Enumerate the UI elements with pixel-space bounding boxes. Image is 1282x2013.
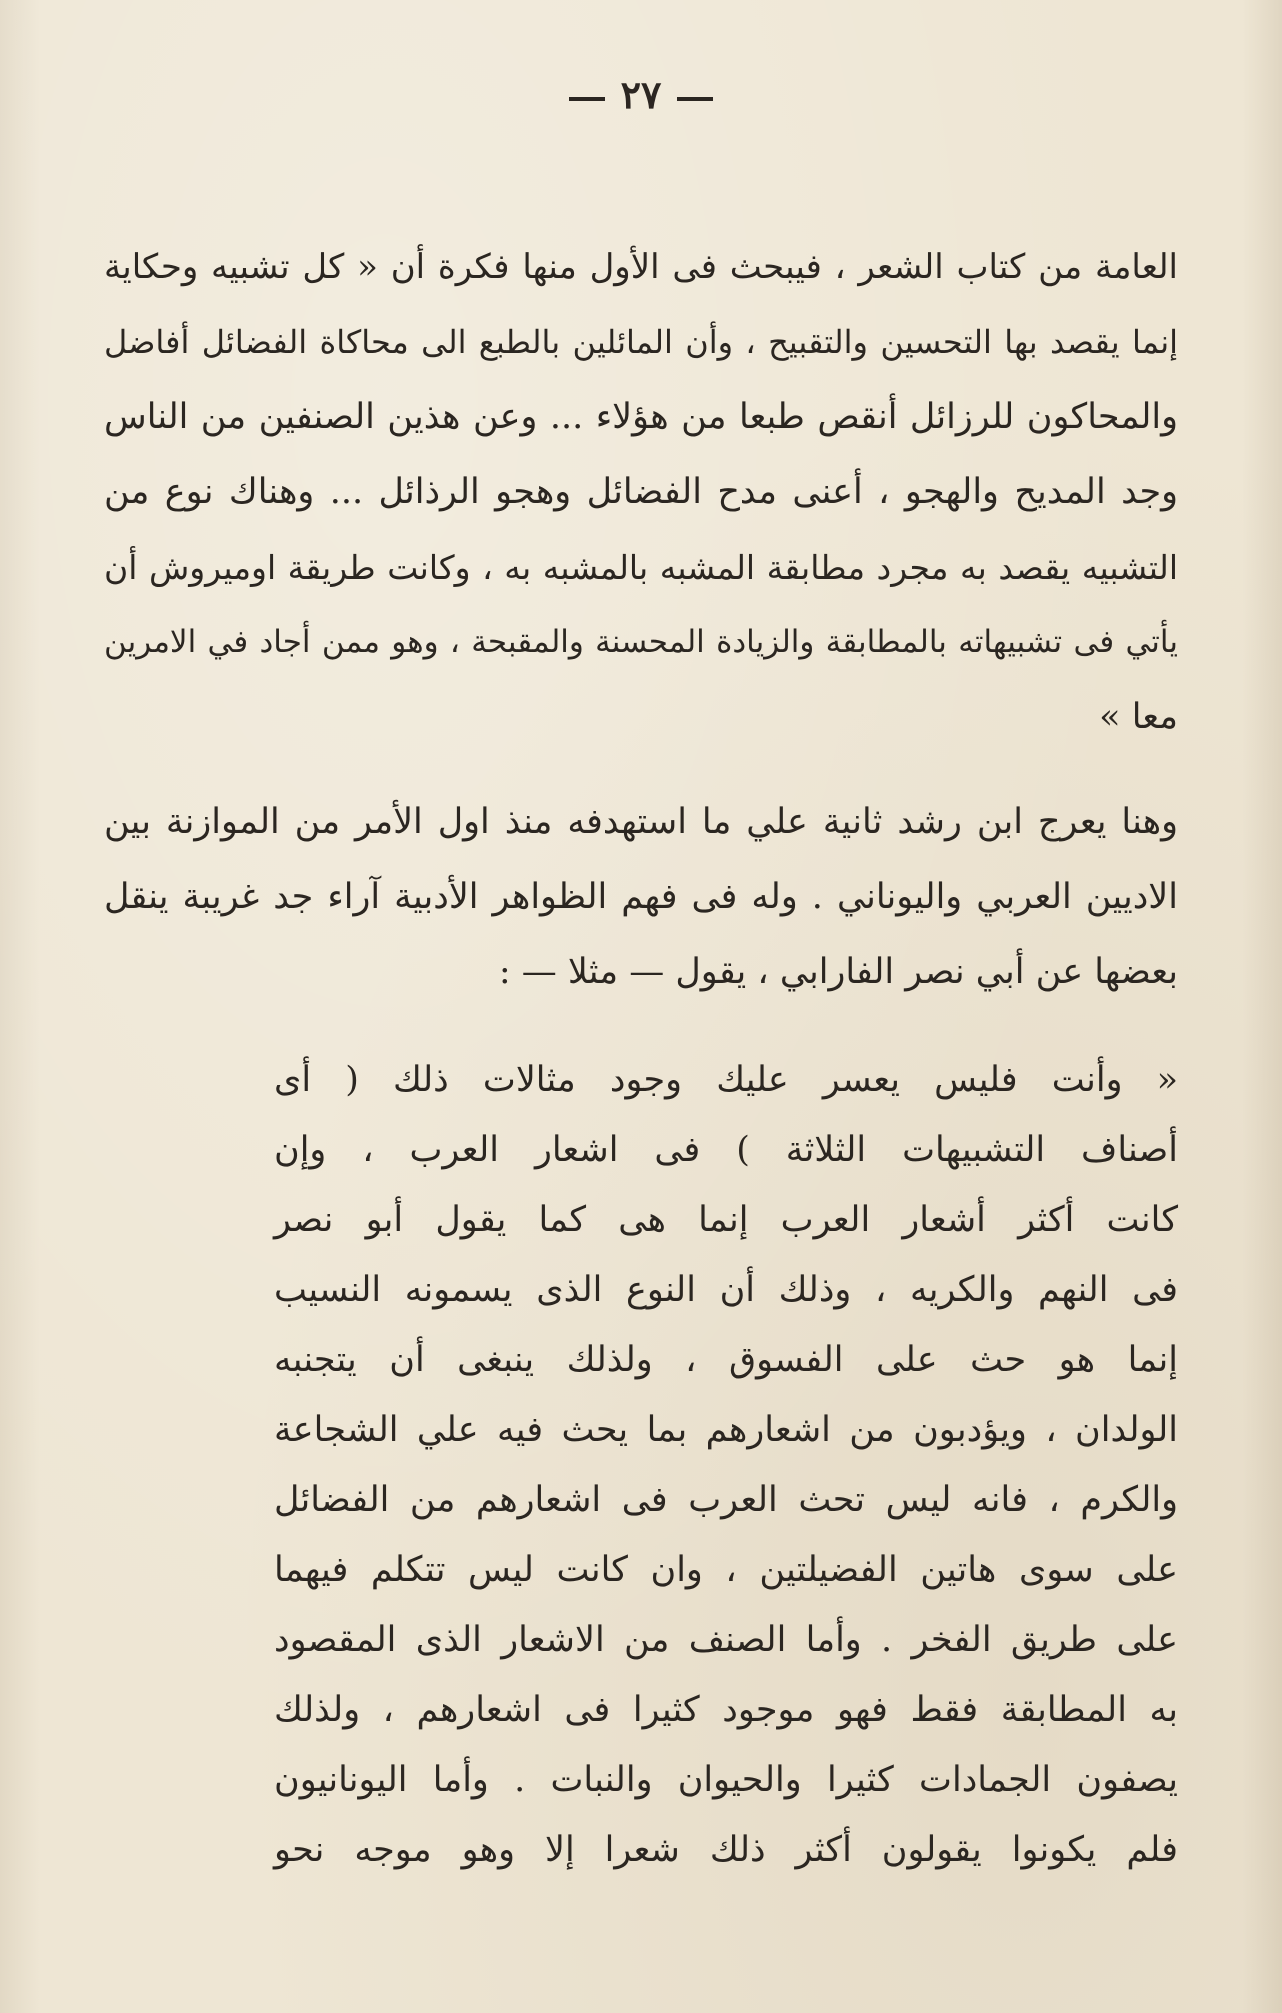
text-line: الاديين العربي واليوناني . وله فى فهم الظواهر الأدبية آراء جد غريبة ينقل [104,877,1178,917]
page-number: ٢٧ [620,72,662,117]
left-dash [569,97,605,101]
paragraph-2 [104,785,1178,1010]
text-line: بعضها عن أبي نصر الفارابي ، يقول — مثلا — : [498,952,1178,992]
quote-line: فى النهم والكريه ، وذلك أن النوع الذى يسمونه النسيب [274,1270,1178,1310]
quote-line: يصفون الجمادات كثيرا والحيوان والنبات . وأما اليونانيون [274,1760,1178,1800]
text-line: والمحاكون للرزائل أنقص طبعا من هؤلاء ... وعن هذين الصنفين من الناس [104,397,1178,437]
paragraph-1 [104,230,1178,755]
text-line: إنما يقصد بها التحسين والتقبيح ، وأن المائلين بالطبع الى محاكاة الفضائل أفاضل [104,323,1178,361]
text-line: معا » [1099,697,1178,737]
quote-line: « وأنت فليس يعسر عليك وجود مثالات ذلك ( أى [274,1060,1178,1100]
text-line: وجد المديح والهجو ، أعنى مدح الفضائل وهجو الرذائل ... وهناك نوع من [104,472,1178,512]
quote-line: إنما هو حث على الفسوق ، ولذلك ينبغى أن يتجنبه [274,1340,1178,1380]
right-dash [677,97,713,101]
quote-line: والكرم ، فانه ليس تحث العرب فى اشعارهم من الفضائل [274,1480,1178,1520]
text-line: يأتي فى تشبيهاته بالمطابقة والزيادة المحسنة والمقبحة ، وهو ممن أجاد في الامرين [104,624,1178,660]
quote-line: كانت أكثر أشعار العرب إنما هى كما يقول أبو نصر [274,1200,1178,1240]
page-number-header [0,72,1282,117]
quote-line: به المطابقة فقط فهو موجود كثيرا فى اشعارهم ، ولذلك [274,1690,1178,1730]
text-line: وهنا يعرج ابن رشد ثانية علي ما استهدفه منذ اول الأمر من الموازنة بين [104,802,1178,842]
quote-line: الولدان ، ويؤدبون من اشعارهم بما يحث فيه علي الشجاعة [274,1410,1178,1450]
quote-line: على سوى هاتين الفضيلتين ، وان كانت ليس تتكلم فيهما [274,1550,1178,1590]
quote-line: فلم يكونوا يقولون أكثر ذلك شعرا إلا وهو موجه نحو [274,1830,1178,1870]
block-quote [274,1045,1178,1885]
quote-line: أصناف التشبيهات الثلاثة ) فى اشعار العرب ، وإن [274,1130,1178,1170]
text-line: التشبيه يقصد به مجرد مطابقة المشبه بالمشبه به ، وكانت طريقة اوميروش أن [104,548,1178,587]
text-line: العامة من كتاب الشعر ، فيبحث فى الأول منها فكرة أن « كل تشبيه وحكاية [104,247,1178,287]
quote-line: على طريق الفخر . وأما الصنف من الاشعار الذى المقصود [274,1620,1178,1660]
